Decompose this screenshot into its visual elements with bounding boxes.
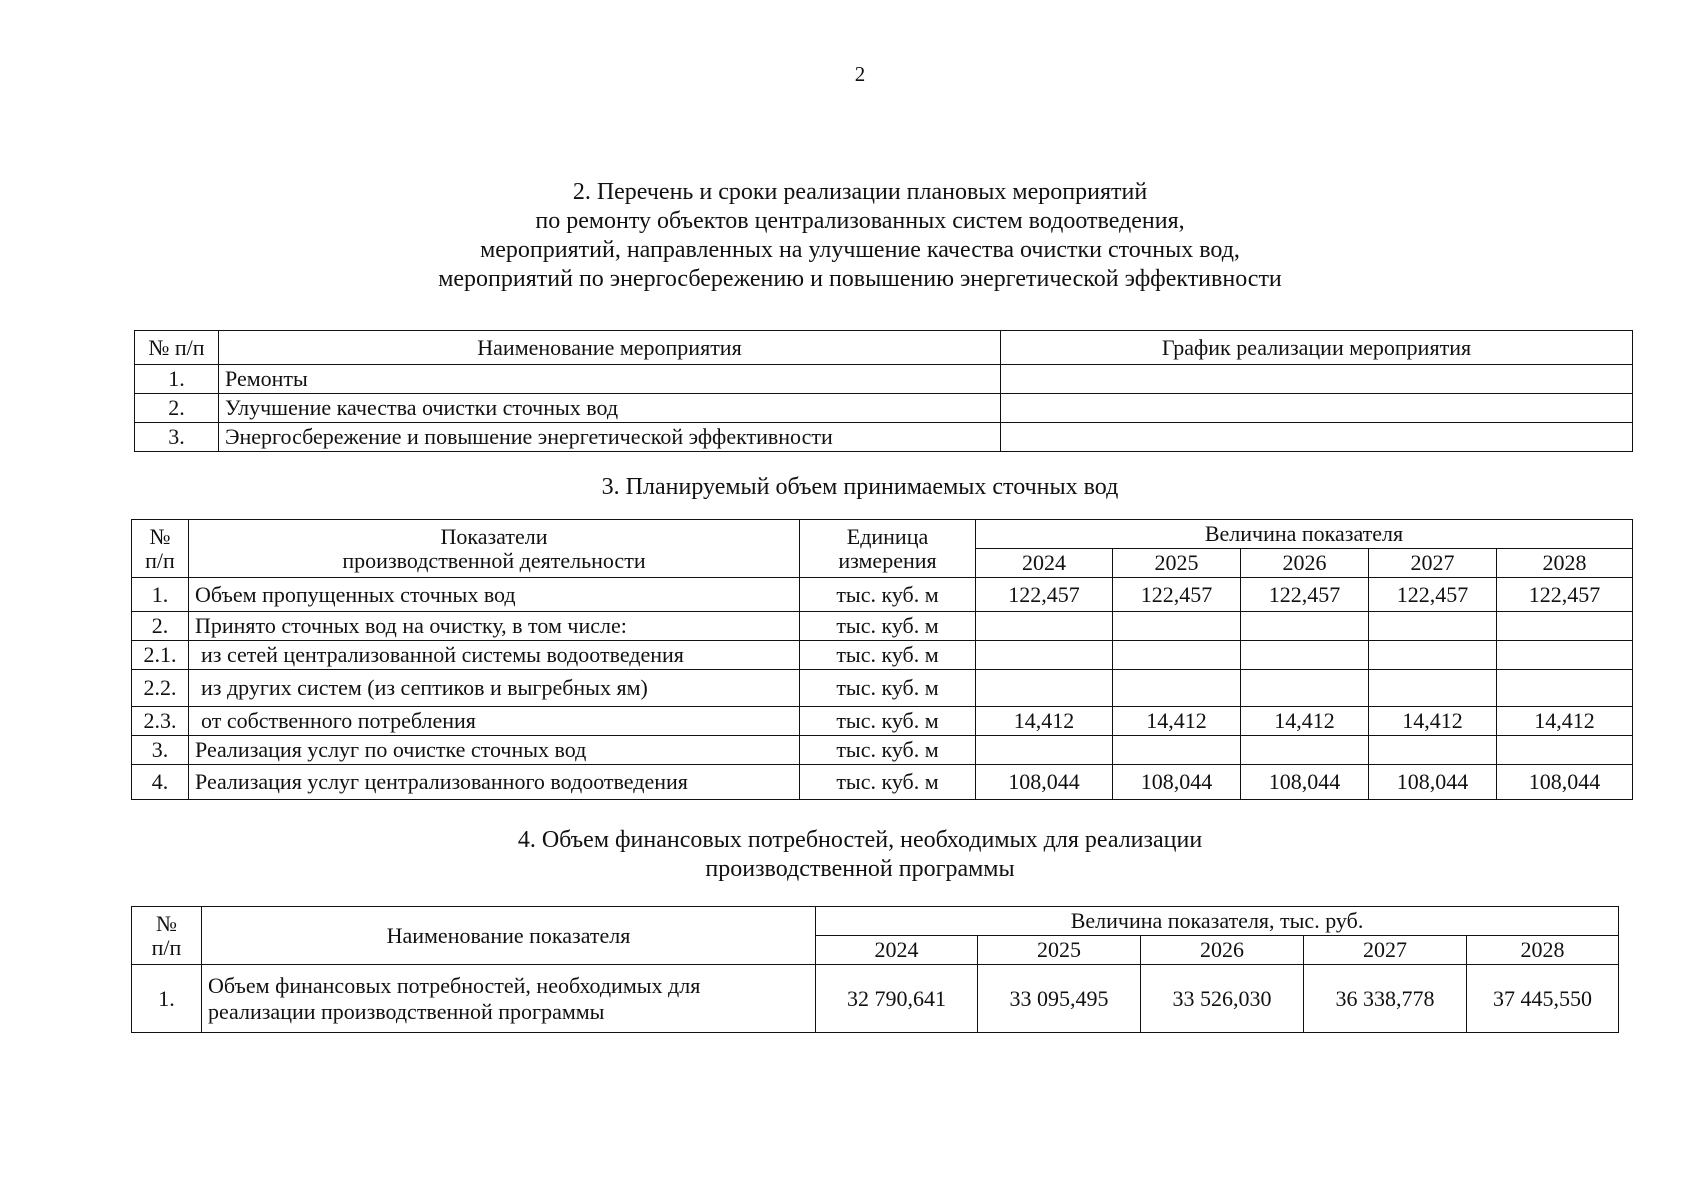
row-value [1369,670,1497,707]
header-num-line: п/п [145,547,175,573]
row-value [1113,736,1241,765]
row-value: 14,412 [1241,707,1369,736]
row-indicator: от собственного потребления [189,707,800,736]
row-value: 108,044 [1113,765,1241,800]
row-value [1241,612,1369,641]
row-value [1497,670,1633,707]
header-num [132,520,189,578]
table-row [132,965,1619,1033]
row-value: 122,457 [1497,578,1633,612]
row-num: 3. [132,736,189,765]
row-indicator-name-line: реализации производственной программы [208,998,605,1024]
row-value [976,736,1113,765]
header-year: 2027 [1369,549,1497,578]
header-unit-line: Единица [846,523,929,549]
row-num: 1. [132,578,189,612]
row-value [1241,641,1369,670]
row-unit: тыс. куб. м [800,612,976,641]
row-value: 14,412 [1497,707,1633,736]
row-indicator: Объем пропущенных сточных вод [189,578,800,612]
header-year: 2026 [1241,549,1369,578]
table-row [132,736,1633,765]
row-value [1497,612,1633,641]
header-num-line: п/п [151,934,182,960]
row-num: 2. [135,394,219,423]
header-num [132,907,202,965]
row-value [976,612,1113,641]
row-activity-name: Ремонты [219,365,1001,394]
row-value [1369,612,1497,641]
header-value: Величина показателя, тыс. руб. [816,907,1619,936]
section-3-title: 3. Планируемый объем принимаемых сточных вод [601,474,1119,500]
row-value: 108,044 [1497,765,1633,800]
row-value [1113,612,1241,641]
row-indicator: из других систем (из септиков и выгребных ям) [189,670,800,707]
row-value [976,641,1113,670]
row-value [1241,736,1369,765]
table-row [132,578,1633,612]
row-value: 33 526,030 [1141,965,1304,1033]
row-indicator: Принято сточных вод на очистку, в том числе: [189,612,800,641]
header-year: 2024 [976,549,1113,578]
row-unit: тыс. куб. м [800,707,976,736]
section-4-title [0,826,1691,884]
row-unit: тыс. куб. м [800,578,976,612]
row-indicator: Реализация услуг по очистке сточных вод [189,736,800,765]
header-year: 2026 [1141,936,1304,965]
row-value: 36 338,778 [1304,965,1467,1033]
row-schedule [1001,394,1633,423]
row-unit: тыс. куб. м [800,670,976,707]
activities-table [134,330,1633,452]
header-indicator-name: Наименование показателя [202,907,816,965]
row-value [1113,670,1241,707]
row-value: 122,457 [1241,578,1369,612]
row-unit: тыс. куб. м [800,765,976,800]
row-num: 1. [132,965,202,1033]
section-4-title-line: производственной программы [705,856,1015,882]
row-value: 108,044 [1369,765,1497,800]
row-num: 2.2. [132,670,189,707]
row-value: 122,457 [1369,578,1497,612]
page-number: 2 [854,62,866,86]
row-value: 108,044 [1241,765,1369,800]
row-value [976,670,1113,707]
row-value: 33 095,495 [978,965,1141,1033]
row-schedule [1001,423,1633,452]
header-activity-name: Наименование мероприятия [219,331,1001,365]
header-year: 2025 [978,936,1141,965]
header-year: 2024 [816,936,978,965]
row-activity-name: Улучшение качества очистки сточных вод [219,394,1001,423]
table-row [135,365,1633,394]
header-indicators-line: Показатели [440,523,548,549]
row-value [1113,641,1241,670]
header-year: 2025 [1113,549,1241,578]
table-row [132,641,1633,670]
table-row [135,394,1633,423]
row-value: 37 445,550 [1467,965,1619,1033]
row-indicator-name-line: Объем финансовых потребностей, необходимых для [208,972,701,998]
header-year: 2027 [1304,936,1467,965]
table-header-row [135,331,1633,365]
section-2-title-line: по ремонту объектов централизованных систем водоотведения, [535,208,1185,234]
header-indicators [189,520,800,578]
header-num-line: № [156,910,177,936]
row-activity-name: Энергосбережение и повышение энергетической эффективности [219,423,1001,452]
section-2-title-line: мероприятий по энергосбережению и повышению энергетической эффективности [438,266,1282,292]
row-indicator-name [202,965,816,1033]
row-unit: тыс. куб. м [800,641,976,670]
header-num-line: № [149,523,171,549]
row-schedule [1001,365,1633,394]
row-value: 32 790,641 [816,965,978,1033]
header-year: 2028 [1497,549,1633,578]
section-2-title-line: 2. Перечень и сроки реализации плановых мероприятий [572,179,1148,205]
table-row [132,670,1633,707]
header-num: № п/п [135,331,219,365]
row-unit: тыс. куб. м [800,736,976,765]
row-value: 14,412 [1369,707,1497,736]
row-indicator: Реализация услуг централизованного водоотведения [189,765,800,800]
header-indicators-line: производственной деятельности [342,547,646,573]
row-num: 2. [132,612,189,641]
row-num: 1. [135,365,219,394]
row-value: 14,412 [976,707,1113,736]
row-value: 122,457 [1113,578,1241,612]
table-row [132,707,1633,736]
section-4-title-line: 4. Объем финансовых потребностей, необходимых для реализации [517,827,1203,853]
header-year: 2028 [1467,936,1619,965]
row-value [1369,736,1497,765]
wastewater-volume-table [131,519,1633,800]
table-row [132,612,1633,641]
section-2-title [0,178,1691,294]
row-value [1369,641,1497,670]
row-value [1497,736,1633,765]
row-value: 122,457 [976,578,1113,612]
table-row [132,765,1633,800]
header-unit [800,520,976,578]
row-num: 3. [135,423,219,452]
row-indicator: из сетей централизованной системы водоотведения [189,641,800,670]
row-value: 14,412 [1113,707,1241,736]
financial-needs-table [131,906,1619,1033]
row-num: 2.3. [132,707,189,736]
table-header-row [132,907,1619,936]
row-value [1241,670,1369,707]
row-num: 2.1. [132,641,189,670]
row-value: 108,044 [976,765,1113,800]
row-value [1497,641,1633,670]
header-value: Величина показателя [976,520,1633,549]
row-num: 4. [132,765,189,800]
header-unit-line: измерения [838,547,937,573]
section-2-title-line: мероприятий, направленных на улучшение качества очистки сточных вод, [480,237,1240,263]
table-header-row [132,520,1633,549]
header-schedule: График реализации мероприятия [1001,331,1633,365]
table-row [135,423,1633,452]
